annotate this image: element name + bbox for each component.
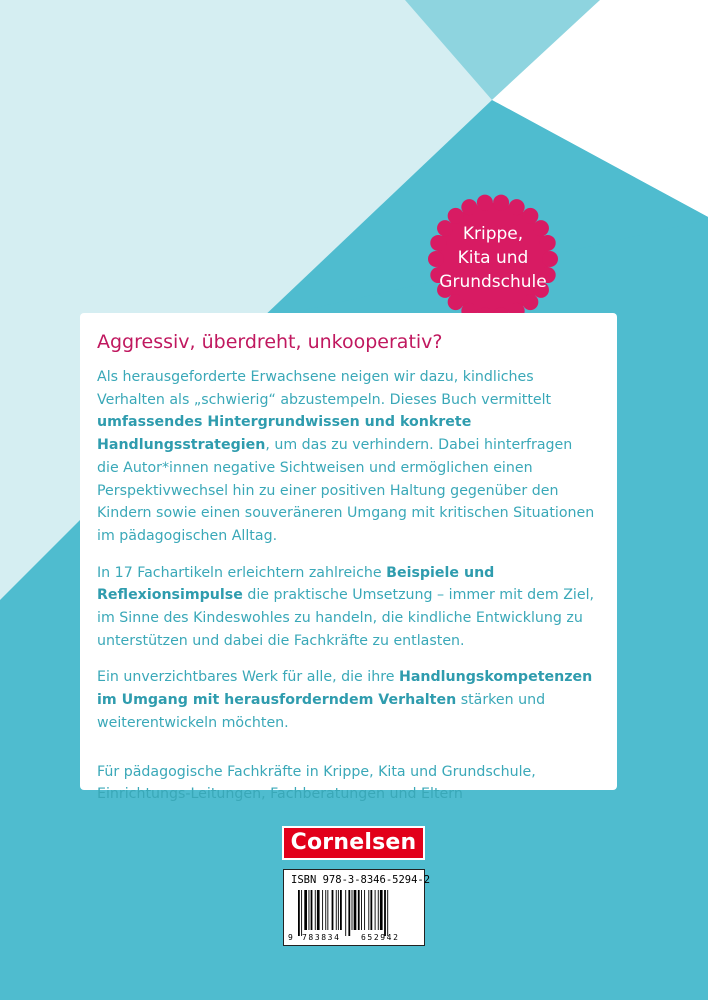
badge-text: [428, 222, 558, 294]
body-text: , um das zu verhindern. Dabei hinterfragen die Autor*innen negative Sichtweisen und ermöglichen einen Perspektivwechsel hin zu einer positiven Haltung gegenüber den Kindern sowie einen souveräneren Umgang mit kritischen Situationen im pädagogischen Alltag.: [97, 437, 595, 544]
barcode-bar: [322, 890, 323, 930]
barcode-bar: [325, 890, 326, 930]
body-text: Als herausgeforderte Erwachsene neigen wir dazu, kindliches Verhalten als „schwierig“ abzustempeln. Dieses Buch vermittelt: [97, 369, 552, 408]
paragraph-1: [97, 366, 597, 548]
body-text: Ein unverzichtbares Werk für alle, die ihre: [97, 669, 399, 686]
badge-line-2: Kita und: [457, 248, 529, 268]
barcode-bar: [378, 890, 379, 930]
barcode-bar: [317, 890, 320, 930]
barcode-bar: [304, 890, 307, 930]
badge-line-1: Krippe,: [462, 224, 524, 244]
highlight-text: Beispiele und Reflexionsimpulse: [97, 564, 495, 604]
paragraph-2: [97, 562, 597, 653]
highlight-text: umfassendes Hintergrundwissen und konkrete Handlungsstrategien: [97, 414, 472, 454]
isbn-label: ISBN 978-3-8346-5294-2: [291, 874, 431, 886]
barcode-bar: [368, 890, 369, 930]
barcode-bar: [361, 890, 362, 930]
audience-text: Für pädagogische Fachkräfte in Krippe, Kita und Grundschule, Einrichtungs-Leitungen, Fachberatungen und Eltern: [97, 763, 536, 803]
barcode-bar: [370, 890, 372, 930]
highlight-text: Handlungskompetenzen im Umgang mit herausforderndem Verhalten: [97, 669, 593, 709]
description-card: [80, 313, 617, 803]
barcode-bar: [332, 890, 334, 930]
barcode-bar: [387, 890, 388, 936]
cornelsen-logo: Cornelsen: [282, 826, 425, 860]
barcode-digits-right: 652942: [361, 933, 400, 942]
barcode-bar: [311, 890, 313, 930]
barcode-bar: [384, 890, 386, 936]
barcode-bar: [345, 890, 346, 936]
body-text: stärken und weiterentwickeln möchten.: [97, 692, 546, 731]
barcode-bar: [354, 890, 357, 930]
barcode-bar: [336, 890, 337, 930]
barcode-bar: [352, 890, 353, 930]
barcode-bar: [301, 890, 302, 936]
barcode-bar: [348, 890, 350, 936]
barcode-bar: [327, 890, 328, 930]
barcode-bar: [340, 890, 342, 930]
barcode-bar: [375, 890, 376, 930]
paragraph-3: [97, 666, 597, 734]
isbn-barcode-box: [283, 869, 431, 946]
body-text: In 17 Fachartikeln erleichtern zahlreiche: [97, 564, 387, 581]
body-text: die praktische Umsetzung – immer mit dem Ziel, im Sinne des Kindeswohles zu handeln, die kindliche Entwicklung zu unterstützen und dabei die Fachkräfte zu entlasten.: [97, 587, 595, 649]
badge-line-3: Grundschule: [439, 272, 547, 292]
barcode-digit-lead: 9: [288, 933, 293, 942]
barcode: [288, 890, 420, 942]
barcode-bar: [364, 890, 365, 930]
barcode-bar: [309, 890, 310, 930]
card-heading: Aggressiv, überdreht, unkooperativ?: [97, 331, 443, 353]
barcode-digits-left: 783834: [302, 933, 341, 942]
barcode-bar: [338, 890, 339, 930]
barcode-bar: [380, 890, 383, 930]
barcode-bar: [298, 890, 300, 936]
barcode-bar: [358, 890, 360, 930]
barcode-bar: [315, 890, 316, 930]
